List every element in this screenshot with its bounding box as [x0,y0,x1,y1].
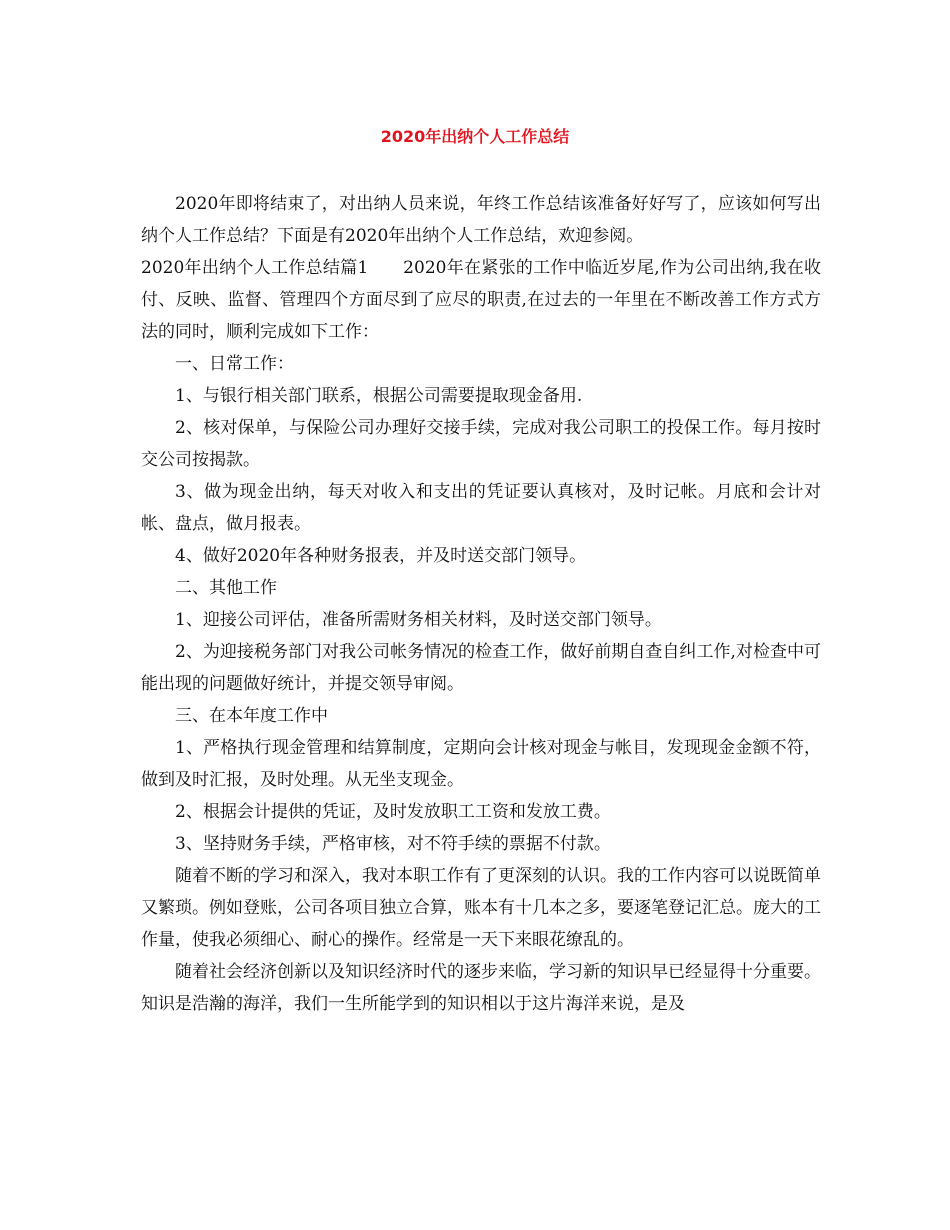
paragraph: 2020年出纳个人工作总结篇1 2020年在紧张的工作中临近岁尾,作为公司出纳,我在收付、反映、监督、管理四个方面尽到了应尽的职责,在过去的一年里在不断改善工作方式方法的同时，顺利完成如下工作： [141,258,821,342]
paragraph: 随着不断的学习和深入，我对本职工作有了更深刻的认识。我的工作内容可以说既简单又繁琐。例如登账，公司各项目独立合算，账本有十几本之多，要逐笔登记汇总。庞大的工作量，使我必须细心、耐心的操作。经常是一天下来眼花缭乱的。 [141,866,821,950]
paragraph: 1、与银行相关部门联系，根据公司需要提取现金备用. [175,386,583,406]
section-heading: 二、其他工作 [175,578,277,598]
paragraph: 1、严格执行现金管理和结算制度，定期向会计核对现金与帐目，发现现金金额不符，做到及时汇报，及时处理。从无坐支现金。 [141,738,821,790]
paragraph: 1、迎接公司评估，准备所需财务相关材料，及时送交部门领导。 [175,610,662,630]
paragraph: 随着社会经济创新以及知识经济时代的逐步来临，学习新的知识早已经显得十分重要。知识是浩瀚的海洋，我们一生所能学到的知识相以于这片海洋来说，是及 [141,962,821,1014]
section-heading: 一、日常工作： [175,354,294,374]
document-body [141,188,821,1020]
section-heading: 三、在本年度工作中 [175,706,328,726]
paragraph: 3、做为现金出纳，每天对收入和支出的凭证要认真核对，及时记帐。月底和会计对帐、盘点，做月报表。 [141,482,821,534]
paragraph: 3、坚持财务手续，严格审核，对不符手续的票据不付款。 [175,834,611,854]
paragraph: 2、根据会计提供的凭证，及时发放职工工资和发放工费。 [175,802,611,822]
document-title: 2020年出纳个人工作总结 [380,127,570,146]
paragraph: 4、做好2020年各种财务报表，并及时送交部门领导。 [175,546,587,566]
paragraph: 2020年即将结束了，对出纳人员来说，年终工作总结该准备好好写了，应该如何写出纳个人工作总结？下面是有2020年出纳个人工作总结，欢迎参阅。 [141,194,821,246]
paragraph: 2、核对保单，与保险公司办理好交接手续，完成对我公司职工的投保工作。每月按时交公司按揭款。 [141,418,821,470]
paragraph: 2、为迎接税务部门对我公司帐务情况的检查工作，做好前期自查自纠工作,对检查中可能出现的问题做好统计，并提交领导审阅。 [141,642,821,694]
